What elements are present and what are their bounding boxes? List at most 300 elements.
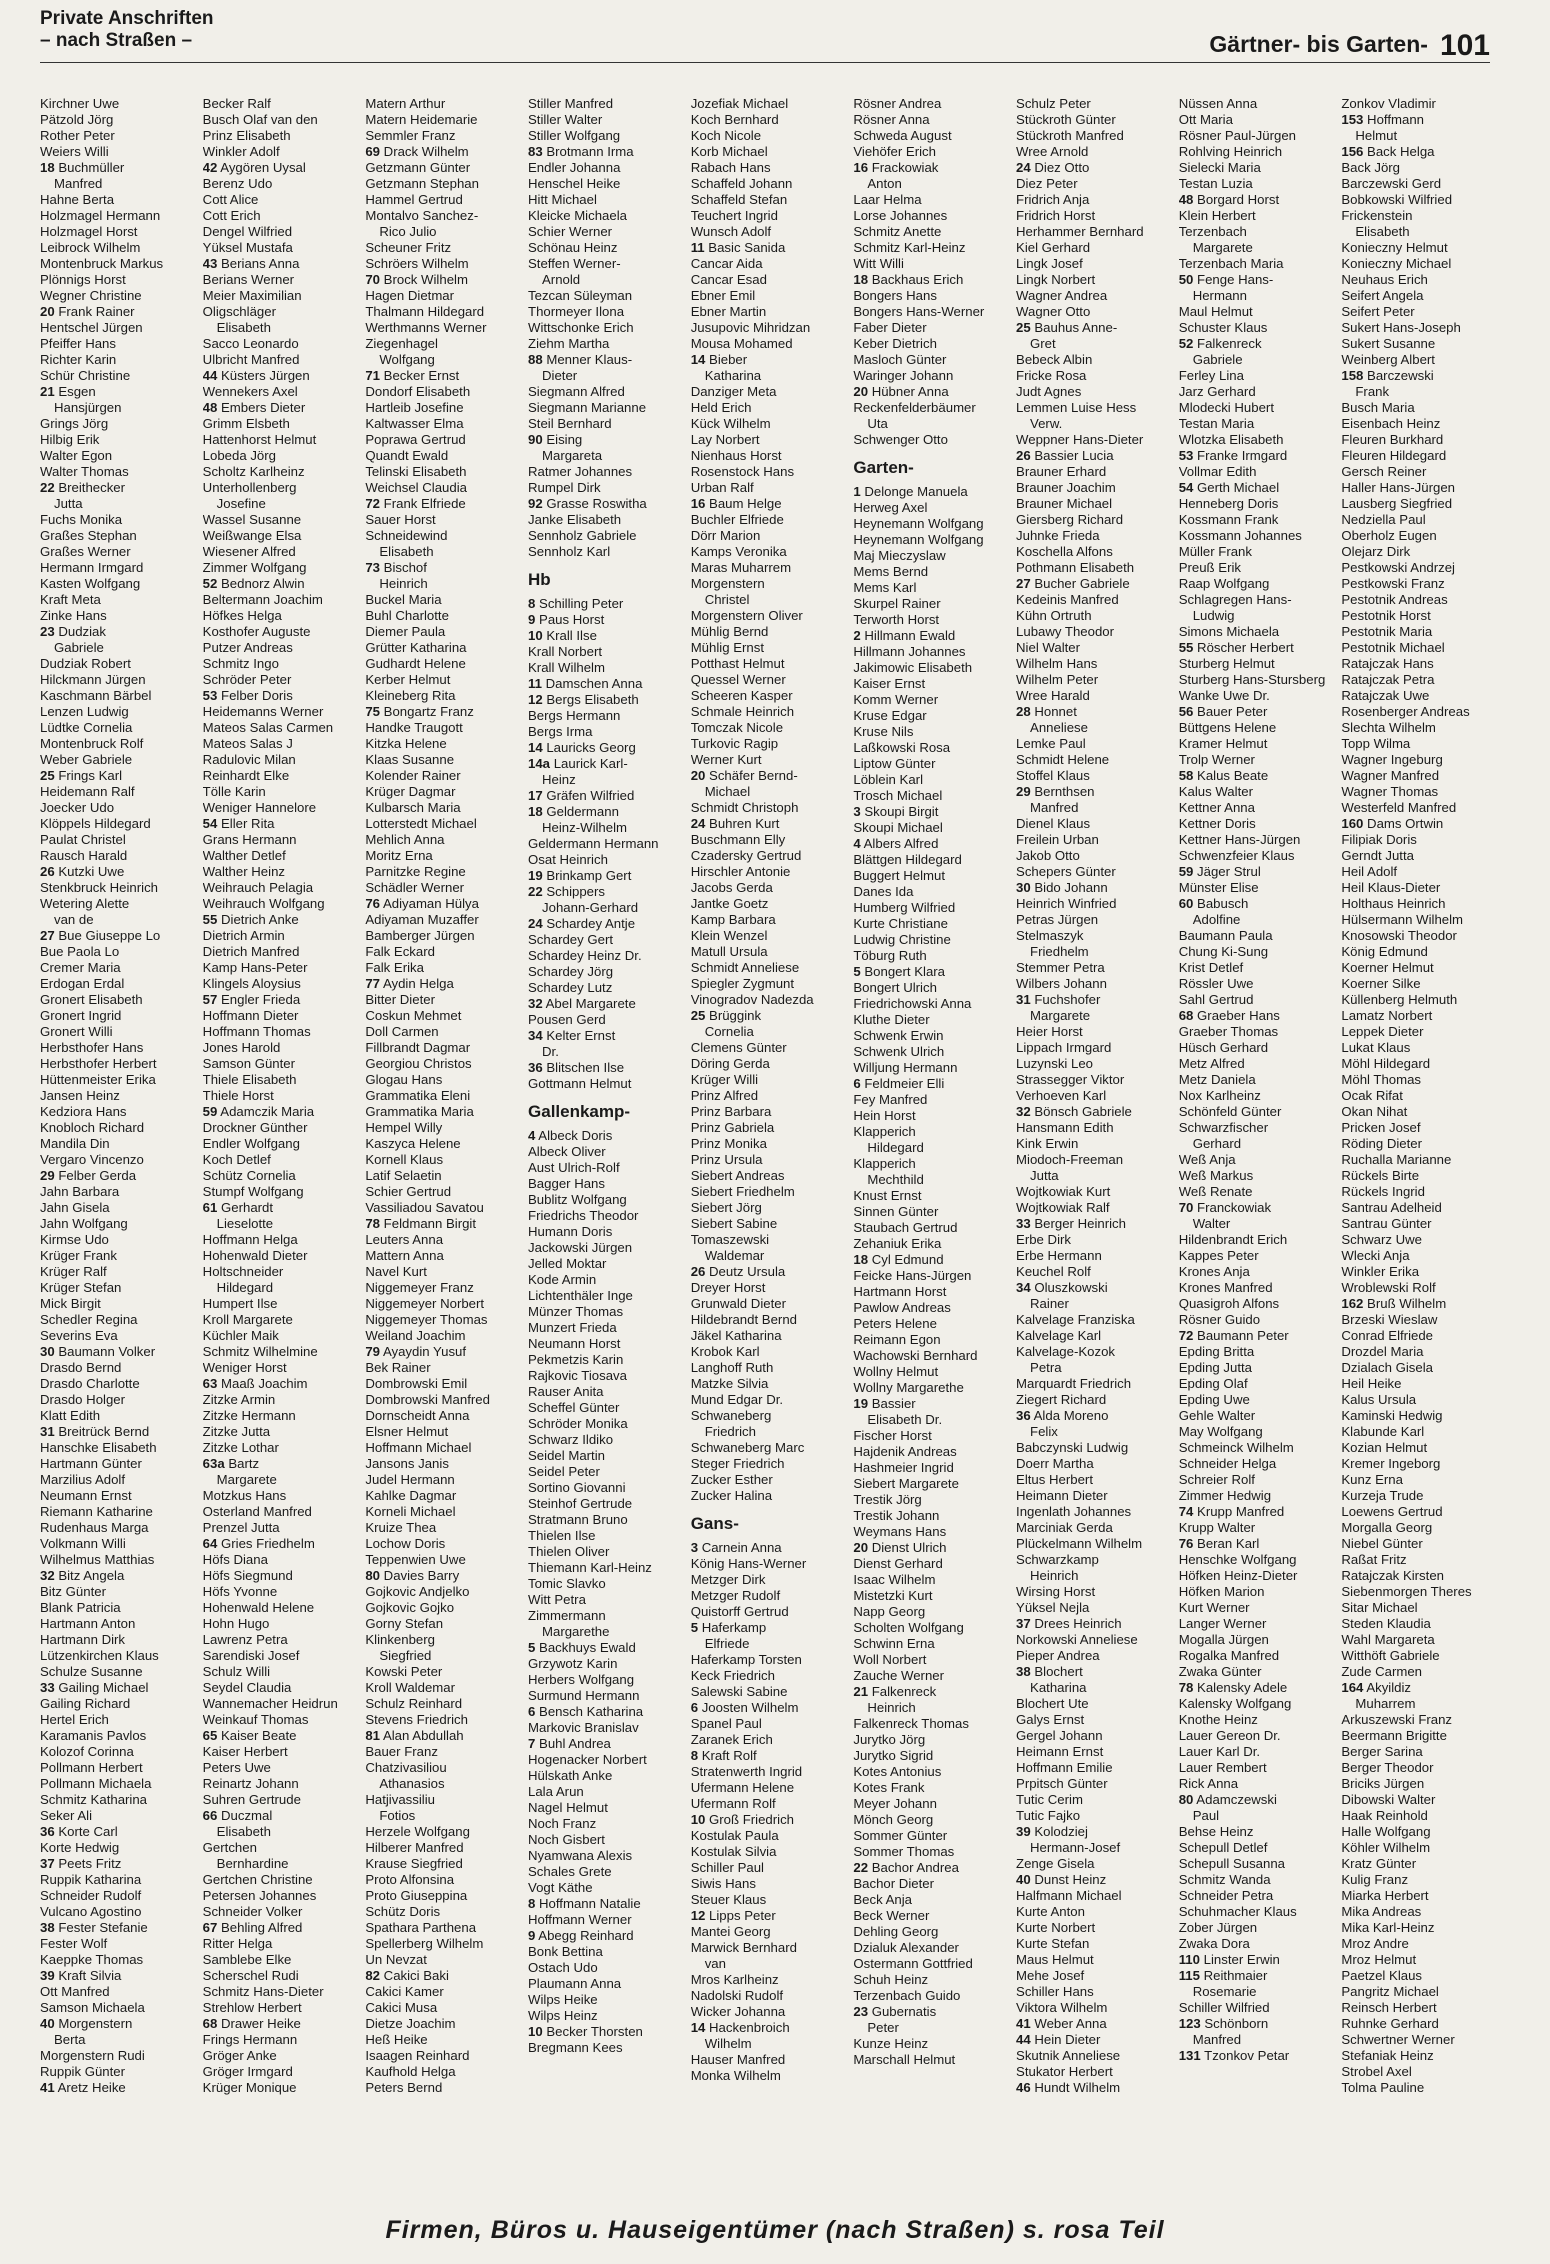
resident-entry: Leppek Dieter: [1341, 1024, 1424, 1039]
entry-continuation: Johann-Gerhard: [542, 900, 639, 915]
page-number: 101: [1439, 29, 1490, 62]
resident-entry: 25 Bauhus Anne-: [1016, 320, 1118, 335]
resident-entry: Buckel Maria: [365, 592, 442, 607]
resident-entry: Skurpel Rainer: [853, 596, 941, 611]
resident-entry: 6 Bensch Katharina: [528, 1704, 644, 1719]
resident-entry: Falk Eckard: [365, 944, 435, 959]
resident-entry: Wiesener Alfred: [202, 544, 296, 559]
resident-entry: Brauner Michael: [1016, 496, 1113, 511]
resident-entry: Zinke Hans: [40, 608, 107, 623]
resident-entry: Ruppik Günter: [40, 2064, 126, 2079]
header-rule: [40, 62, 1490, 63]
listing-column: [853, 96, 1012, 2208]
resident-entry: Münster Elise: [1178, 880, 1259, 895]
house-number: 48: [1178, 192, 1194, 207]
resident-entry: 52 Bednorz Alwin: [202, 576, 305, 591]
entry-continuation: Heinrich: [1030, 1568, 1079, 1583]
house-number: 110: [1178, 1952, 1200, 1967]
resident-entry: Vulcano Agostino: [40, 1904, 142, 1919]
house-number: 54: [202, 816, 218, 831]
resident-entry: Tölle Karin: [202, 784, 266, 799]
entry-continuation: Lieselotte: [216, 1216, 274, 1231]
resident-entry: 2 Hillmann Ewald: [853, 628, 956, 643]
resident-entry: Schwarzkamp: [1016, 1552, 1099, 1567]
resident-entry: Niggemeyer Norbert: [365, 1296, 485, 1311]
resident-entry: Endler Johanna: [528, 160, 621, 175]
resident-entry: Kurte Stefan: [1016, 1936, 1090, 1951]
resident-entry: Siebert Friedhelm: [690, 1184, 795, 1199]
resident-entry: Schier Gertrud: [365, 1184, 452, 1199]
resident-entry: Lay Norbert: [690, 432, 760, 447]
resident-entry: Siebert Sabine: [690, 1216, 778, 1231]
house-number: 162: [1341, 1296, 1364, 1311]
resident-entry: Graeber Thomas: [1178, 1024, 1279, 1039]
resident-entry: Kalvelage Franziska: [1016, 1312, 1135, 1327]
resident-entry: 4 Albeck Doris: [528, 1128, 613, 1143]
resident-entry: Stoffel Klaus: [1016, 768, 1090, 783]
resident-entry: Siebert Andreas: [690, 1168, 785, 1183]
resident-entry: Frickenstein: [1341, 208, 1413, 223]
resident-entry: Reinhardt Elke: [202, 768, 290, 783]
resident-entry: 30 Baumann Volker: [40, 1344, 156, 1359]
resident-entry: Dehling Georg: [853, 1924, 939, 1939]
resident-entry: Kühn Ortruth: [1016, 608, 1092, 623]
resident-entry: Hartleib Josefine: [365, 400, 464, 415]
resident-entry: 48 Borgard Horst: [1178, 192, 1280, 207]
resident-entry: Moritz Erna: [365, 848, 433, 863]
resident-entry: Leuters Anna: [365, 1232, 444, 1247]
resident-entry: Lingk Norbert: [1016, 272, 1096, 287]
resident-entry: 19 Bassier: [853, 1396, 916, 1411]
resident-entry: 115 Reithmaier: [1178, 1968, 1268, 1983]
resident-entry: Wilhelm Hans: [1016, 656, 1098, 671]
resident-entry: Prinz Monika: [690, 1136, 767, 1151]
resident-entry: Schulz Reinhard: [365, 1696, 463, 1711]
entry-continuation: Heinz-Wilhelm: [542, 820, 628, 835]
house-number: 24: [528, 916, 543, 931]
resident-entry: Krüger Dagmar: [365, 784, 456, 799]
resident-entry: Scherschel Rudi: [202, 1968, 299, 1983]
resident-entry: Schwinn Erna: [853, 1636, 935, 1651]
resident-entry: Endler Wolfgang: [202, 1136, 300, 1151]
resident-entry: 11 Basic Sanida: [690, 240, 786, 255]
resident-entry: 41 Aretz Heike: [40, 2080, 126, 2095]
resident-entry: Un Nevzat: [365, 1952, 427, 1967]
resident-entry: Werner Kurt: [690, 752, 762, 767]
resident-entry: Bauer Franz: [365, 1744, 438, 1759]
resident-entry: Vinogradov Nadezda: [690, 992, 814, 1007]
resident-entry: Geldermann Hermann: [528, 836, 659, 851]
resident-entry: Stumpf Wolfgang: [202, 1184, 304, 1199]
resident-entry: Niel Walter: [1016, 640, 1081, 655]
house-number: 72: [365, 496, 381, 511]
resident-entry: Erbe Dirk: [1016, 1232, 1071, 1247]
resident-entry: Doerr Martha: [1016, 1456, 1094, 1471]
resident-entry: 60 Babusch: [1178, 896, 1249, 911]
resident-entry: Kostulak Paula: [690, 1828, 779, 1843]
entry-continuation: van: [704, 1956, 726, 1971]
resident-entry: Henschel Heike: [528, 176, 621, 191]
resident-entry: Jurytko Sigrid: [853, 1748, 934, 1763]
resident-entry: Falkenreck Thomas: [853, 1716, 969, 1731]
resident-entry: 24 Buhren Kurt: [690, 816, 780, 831]
resident-entry: Sommer Thomas: [853, 1844, 955, 1859]
resident-entry: Koch Nicole: [690, 128, 762, 143]
resident-entry: 156 Back Helga: [1341, 144, 1435, 159]
resident-entry: Jahn Wolfgang: [40, 1216, 128, 1231]
resident-entry: Krause Siegfried: [365, 1856, 463, 1871]
resident-entry: 20 Schäfer Bernd-: [690, 768, 798, 783]
resident-entry: 23 Gubernatis: [853, 2004, 937, 2019]
resident-entry: Danziger Meta: [690, 384, 777, 399]
resident-entry: Graßes Stephan: [40, 528, 137, 543]
resident-entry: Proto Alfonsina: [365, 1872, 455, 1887]
resident-entry: Ocak Rifat: [1341, 1088, 1403, 1103]
resident-entry: Schuster Klaus: [1178, 320, 1268, 335]
house-number: 82: [365, 1968, 381, 1983]
resident-entry: Berger Theodor: [1341, 1760, 1434, 1775]
resident-entry: Motzkus Hans: [202, 1488, 287, 1503]
resident-entry: Scholten Wolfgang: [853, 1620, 964, 1635]
resident-entry: Schneider Rudolf: [40, 1888, 142, 1903]
resident-entry: Morgenstern Rudi: [40, 2048, 145, 2063]
resident-entry: Riemann Katharine: [40, 1504, 153, 1519]
house-number: 41: [40, 2080, 55, 2095]
resident-entry: Schwertner Werner: [1341, 2032, 1455, 2047]
resident-entry: Volkmann Willi: [40, 1536, 126, 1551]
resident-entry: Urban Ralf: [690, 480, 754, 495]
resident-entry: Schwenzfeier Klaus: [1178, 848, 1295, 863]
resident-entry: Napp Georg: [853, 1604, 926, 1619]
resident-entry: Höfken Marion: [1178, 1584, 1265, 1599]
listing-column: [528, 96, 687, 2208]
resident-entry: 8 Hoffmann Natalie: [528, 1896, 641, 1911]
entry-continuation: Cornelia: [704, 1024, 754, 1039]
house-number: 34: [528, 1028, 543, 1043]
house-number: 18: [40, 160, 55, 175]
resident-entry: Schneider Helga: [1178, 1456, 1277, 1471]
resident-entry: Kulig Franz: [1341, 1872, 1409, 1887]
resident-entry: Schepull Detlef: [1178, 1840, 1268, 1855]
house-number: 67: [202, 1920, 218, 1935]
resident-entry: Klaas Susanne: [365, 752, 455, 767]
resident-entry: Höfs Diana: [202, 1552, 268, 1567]
resident-entry: 50 Fenge Hans-: [1178, 272, 1274, 287]
resident-entry: Epding Jutta: [1178, 1360, 1253, 1375]
resident-entry: Jones Harold: [202, 1040, 281, 1055]
resident-entry: Schmitz Karl-Heinz: [853, 240, 966, 255]
resident-entry: Halfmann Michael: [1016, 1888, 1122, 1903]
resident-entry: Loewens Gertrud: [1341, 1504, 1443, 1519]
resident-entry: Weichsel Claudia: [365, 480, 467, 495]
resident-entry: Jansons Janis: [365, 1456, 449, 1471]
entry-continuation: Elisabeth: [216, 1824, 271, 1839]
resident-entry: Graßes Werner: [40, 544, 131, 559]
resident-entry: Halle Wolfgang: [1341, 1824, 1431, 1839]
resident-entry: 68 Graeber Hans: [1178, 1008, 1280, 1023]
resident-entry: Lenzen Ludwig: [40, 704, 129, 719]
house-number: 36: [40, 1824, 55, 1839]
resident-entry: Rosenberger Andreas: [1341, 704, 1470, 719]
resident-entry: Maras Muharrem: [690, 560, 792, 575]
resident-entry: Schmidt Christoph: [690, 800, 799, 815]
resident-entry: Döring Gerda: [690, 1056, 770, 1071]
resident-entry: Jusupovic Mihridzan: [690, 320, 811, 335]
resident-entry: 14 Lauricks Georg: [528, 740, 636, 755]
entry-continuation: Manfred: [1192, 2032, 1242, 2047]
listing-column: [203, 96, 362, 2208]
resident-entry: 57 Engler Frieda: [202, 992, 301, 1007]
resident-entry: 37 Peets Fritz: [40, 1856, 122, 1871]
resident-entry: Kulbarsch Maria: [365, 800, 461, 815]
resident-entry: Krones Anja: [1178, 1264, 1250, 1279]
resident-entry: Hohn Hugo: [202, 1616, 270, 1631]
house-number: 78: [1178, 1680, 1194, 1695]
resident-entry: Friedrichowski Anna: [853, 996, 972, 1011]
street-range-label: Gärtner- bis Garten-: [1209, 31, 1428, 57]
resident-entry: Koerner Silke: [1341, 976, 1421, 991]
resident-entry: Ufermann Rolf: [690, 1796, 776, 1811]
resident-entry: Weppner Hans-Dieter: [1016, 432, 1144, 447]
resident-entry: Marschall Helmut: [853, 2052, 956, 2067]
resident-entry: Thormeyer Ilona: [528, 304, 625, 319]
house-number: 31: [40, 1424, 55, 1439]
resident-entry: Bongers Hans: [853, 288, 937, 303]
resident-entry: Schreier Rolf: [1178, 1472, 1255, 1487]
house-number: 19: [853, 1396, 869, 1411]
resident-entry: 38 Fester Stefanie: [40, 1920, 148, 1935]
resident-entry: Richter Karin: [40, 352, 117, 367]
resident-entry: Fridrich Horst: [1016, 208, 1096, 223]
resident-entry: Krobok Karl: [690, 1344, 760, 1359]
house-number: 22: [528, 884, 543, 899]
resident-entry: Busch Olaf van den: [202, 112, 318, 127]
resident-entry: 70 Brock Wilhelm: [365, 272, 468, 287]
resident-entry: Cremer Maria: [40, 960, 121, 975]
resident-entry: 20 Hübner Anna: [853, 384, 949, 399]
house-number: 78: [365, 1216, 381, 1231]
resident-entry: Sukert Susanne: [1341, 336, 1436, 351]
entry-continuation: Verw.: [1030, 416, 1063, 431]
resident-entry: Krüger Ralf: [40, 1264, 107, 1279]
house-number: 6: [690, 1700, 699, 1715]
resident-entry: Krüger Stefan: [40, 1280, 122, 1295]
house-number: 20: [853, 384, 869, 399]
resident-entry: Knobloch Richard: [40, 1120, 145, 1135]
resident-entry: Wojtkowiak Kurt: [1016, 1184, 1111, 1199]
resident-entry: Wilps Heike: [528, 1992, 598, 2007]
resident-entry: Töburg Ruth: [853, 948, 927, 963]
house-number: 88: [528, 352, 543, 367]
resident-entry: Höfken Heinz-Dieter: [1178, 1568, 1298, 1583]
entry-continuation: Jutta: [54, 496, 83, 511]
resident-entry: Falk Erika: [365, 960, 424, 975]
resident-entry: Koch Bernhard: [690, 112, 779, 127]
resident-entry: Kroll Margarete: [202, 1312, 293, 1327]
resident-entry: Kaszyca Helene: [365, 1136, 461, 1151]
resident-entry: Rajkovic Tiosava: [528, 1368, 627, 1383]
resident-entry: Peters Bernd: [365, 2080, 443, 2095]
resident-entry: 55 Dietrich Anke: [202, 912, 299, 927]
entry-continuation: Margarete: [1192, 240, 1253, 255]
house-number: 80: [1178, 1792, 1194, 1807]
resident-entry: Schwaneberg: [690, 1408, 772, 1423]
resident-entry: Wegner Christine: [40, 288, 142, 303]
house-number: 115: [1178, 1968, 1200, 1983]
resident-entry: Ratajczak Petra: [1341, 672, 1435, 687]
resident-entry: Slechta Wilhelm: [1341, 720, 1436, 735]
resident-entry: Ferley Lina: [1178, 368, 1244, 383]
house-number: 73: [365, 560, 381, 575]
resident-entry: 23 Dudziak: [40, 624, 106, 639]
resident-entry: Grammatika Eleni: [365, 1088, 471, 1103]
resident-entry: Prpitsch Günter: [1016, 1776, 1108, 1791]
house-number: 5: [853, 964, 861, 979]
resident-entry: Zucker Halina: [690, 1488, 773, 1503]
resident-entry: Barczewski Gerd: [1341, 176, 1442, 191]
entry-continuation: Anneliese: [1030, 720, 1088, 735]
resident-entry: Schedler Regina: [40, 1312, 138, 1327]
resident-entry: Stiller Manfred: [528, 96, 614, 111]
house-number: 64: [202, 1536, 218, 1551]
house-number: 160: [1341, 816, 1364, 831]
house-number: 18: [528, 804, 543, 819]
resident-entry: Klein Wenzel: [690, 928, 768, 943]
resident-entry: Sortino Giovanni: [528, 1480, 626, 1495]
resident-entry: Schröder Peter: [202, 672, 292, 687]
resident-entry: Sennholz Gabriele: [528, 528, 637, 543]
resident-entry: Kluthe Dieter: [853, 1012, 930, 1027]
resident-entry: Prinz Barbara: [690, 1104, 772, 1119]
street-range: [1209, 26, 1490, 60]
resident-entry: Hoffmann Dieter: [202, 1008, 299, 1023]
resident-entry: Fey Manfred: [853, 1092, 928, 1107]
resident-entry: Lobeda Jörg: [202, 448, 276, 463]
resident-entry: Klapperich: [853, 1156, 916, 1171]
resident-entry: Lüdtke Cornelia: [40, 720, 133, 735]
resident-entry: Gronert Elisabeth: [40, 992, 143, 1007]
resident-entry: Klingels Aloysius: [202, 976, 301, 991]
resident-entry: Lamatz Norbert: [1341, 1008, 1433, 1023]
resident-entry: Matern Arthur: [365, 96, 446, 111]
resident-entry: Schmitz Ingo: [202, 656, 279, 671]
resident-entry: Epding Uwe: [1178, 1392, 1250, 1407]
house-number: 17: [528, 788, 543, 803]
house-number: 52: [202, 576, 218, 591]
resident-entry: Schaffeld Johann: [690, 176, 793, 191]
resident-entry: Beck Anja: [853, 1892, 913, 1907]
resident-entry: Kurte Norbert: [1016, 1920, 1096, 1935]
resident-entry: 41 Weber Anna: [1016, 2016, 1107, 2031]
resident-entry: Jacobs Gerda: [690, 880, 773, 895]
resident-entry: Höfkes Helga: [202, 608, 282, 623]
house-number: 61: [202, 1200, 218, 1215]
entry-continuation: Margarete: [216, 1472, 277, 1487]
house-number: 30: [1016, 880, 1031, 895]
resident-entry: Kraft Meta: [40, 592, 101, 607]
resident-entry: Heidemanns Werner: [202, 704, 324, 719]
house-number: 164: [1341, 1680, 1364, 1695]
resident-entry: Küchler Maik: [202, 1328, 279, 1343]
resident-entry: Koschella Alfons: [1016, 544, 1113, 559]
resident-entry: 34 Oluszkowski: [1016, 1280, 1108, 1295]
resident-entry: Kruse Edgar: [853, 708, 927, 723]
resident-entry: Cakici Musa: [365, 2000, 438, 2015]
resident-entry: Juhnke Frieda: [1016, 528, 1100, 543]
resident-entry: Korb Michael: [690, 144, 768, 159]
house-number: 31: [1016, 992, 1031, 1007]
resident-entry: Georgiou Christos: [365, 1056, 472, 1071]
house-number: 68: [1178, 1008, 1194, 1023]
resident-entry: Verhoeven Karl: [1016, 1088, 1107, 1103]
resident-entry: 131 Tzonkov Petar: [1178, 2048, 1290, 2063]
resident-entry: Tomczak Nicole: [690, 720, 784, 735]
resident-entry: Kotes Frank: [853, 1780, 925, 1795]
resident-entry: Holzmagel Hermann: [40, 208, 161, 223]
resident-entry: Ostermann Gottfried: [853, 1956, 973, 1971]
resident-entry: 9 Abegg Reinhard: [528, 1928, 634, 1943]
resident-entry: Zenge Gisela: [1016, 1856, 1095, 1871]
resident-entry: Held Erich: [690, 400, 752, 415]
resident-entry: Kurt Werner: [1178, 1600, 1250, 1615]
entry-continuation: Heinz: [542, 772, 576, 787]
resident-entry: Grütter Katharina: [365, 640, 467, 655]
resident-entry: 81 Alan Abdullah: [365, 1728, 464, 1743]
house-number: 23: [853, 2004, 869, 2019]
resident-entry: Sennholz Karl: [528, 544, 611, 559]
resident-entry: 22 Bachor Andrea: [853, 1860, 959, 1875]
resident-entry: Wilhelm Peter: [1016, 672, 1099, 687]
resident-entry: Spathara Parthena: [365, 1920, 477, 1935]
listing-column: [1179, 96, 1338, 2208]
resident-entry: Peters Uwe: [202, 1760, 271, 1775]
resident-entry: Getzmann Günter: [365, 160, 471, 175]
resident-entry: Elsner Helmut: [365, 1424, 449, 1439]
resident-entry: Filipiak Doris: [1341, 832, 1417, 847]
resident-entry: Scheuner Fritz: [365, 240, 452, 255]
resident-entry: Judt Agnes: [1016, 384, 1082, 399]
house-number: 14a: [528, 756, 551, 771]
resident-entry: Ziehm Martha: [528, 336, 610, 351]
resident-entry: Brauner Erhard: [1016, 464, 1107, 479]
resident-entry: Wirsing Horst: [1016, 1584, 1096, 1599]
listing-column: [1016, 96, 1175, 2208]
resident-entry: Diemer Paula: [365, 624, 446, 639]
house-number: 2: [853, 628, 861, 643]
resident-entry: Heier Horst: [1016, 1024, 1083, 1039]
resident-entry: Kalus Walter: [1178, 784, 1253, 799]
resident-entry: Schwaneberg Marc: [690, 1440, 805, 1455]
house-number: 83: [528, 144, 543, 159]
resident-entry: 5 Haferkamp: [690, 1620, 767, 1635]
resident-entry: Back Jörg: [1341, 160, 1401, 175]
resident-entry: Markovic Branislav: [528, 1720, 639, 1735]
resident-entry: 158 Barczewski: [1341, 368, 1434, 383]
resident-entry: 34 Kelter Ernst: [528, 1028, 616, 1043]
resident-entry: Willjung Hermann: [853, 1060, 958, 1075]
resident-entry: Siebert Jörg: [690, 1200, 762, 1215]
resident-entry: Wagner Otto: [1016, 304, 1091, 319]
resident-entry: 25 Frings Karl: [40, 768, 123, 783]
resident-entry: Mateos Salas Carmen: [202, 720, 334, 735]
resident-entry: Walter Thomas: [40, 464, 129, 479]
resident-entry: 36 Alda Moreno: [1016, 1408, 1109, 1423]
entry-continuation: Heinrich: [379, 576, 428, 591]
house-number: 3: [690, 1540, 699, 1555]
resident-entry: Höfs Yvonne: [202, 1584, 278, 1599]
resident-entry: Schier Werner: [528, 224, 613, 239]
house-number: 77: [365, 976, 381, 991]
